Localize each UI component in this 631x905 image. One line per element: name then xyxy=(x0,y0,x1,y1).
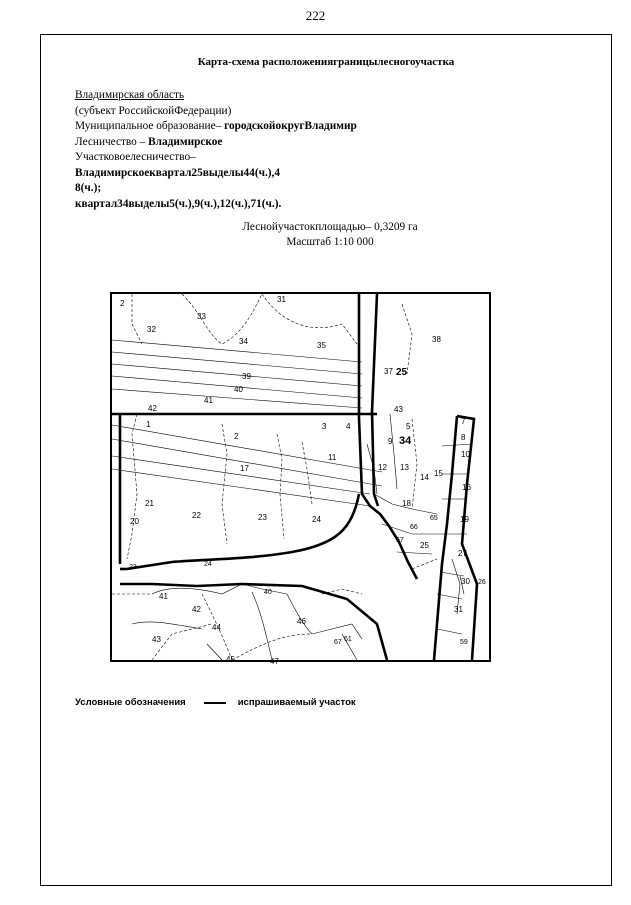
map-label: 27 xyxy=(458,549,467,558)
map-label: 40 xyxy=(234,385,243,394)
map-label: 24 xyxy=(312,515,321,524)
map-label: 41 xyxy=(159,592,168,601)
legend xyxy=(75,697,356,708)
detail-line-2: 8(ч.); xyxy=(75,182,102,194)
map-label: 35 xyxy=(317,341,326,350)
location-info xyxy=(75,88,357,212)
map-label: 20 xyxy=(130,517,139,526)
legend-title: Условные обозначения xyxy=(75,697,186,708)
municipal-line xyxy=(75,119,357,135)
region-line: Владимирская область xyxy=(75,89,185,101)
map-label: 9 xyxy=(388,437,393,446)
map-label: 11 xyxy=(328,453,337,462)
map-label: 21 xyxy=(145,499,154,508)
map-label: 47 xyxy=(270,657,279,666)
map-label: 32 xyxy=(147,325,156,334)
map-label: 7 xyxy=(461,417,466,426)
map-svg xyxy=(112,294,489,666)
map-label: 10 xyxy=(461,450,470,459)
map-label: 66 xyxy=(410,524,418,531)
map-label: 2 xyxy=(120,299,125,308)
map-label: 16 xyxy=(462,483,471,492)
map-label: 39 xyxy=(242,372,251,381)
map-label: 40 xyxy=(264,589,272,596)
map-label: 42 xyxy=(192,605,201,614)
map-label: 8 xyxy=(461,433,466,442)
map-label: 30 xyxy=(461,577,470,586)
map-label: 41 xyxy=(204,396,213,405)
map-thin-lines xyxy=(112,294,472,660)
map-label: 2 xyxy=(234,432,239,441)
map-label: 34 xyxy=(239,337,248,346)
map-label: 25 xyxy=(396,367,408,378)
map-label: 23 xyxy=(258,513,267,522)
map-label: 31 xyxy=(454,605,463,614)
document-title: Карта-схема расположенияграницылесногоучастка xyxy=(197,56,455,68)
forest-map xyxy=(110,292,491,666)
map-label: 67 xyxy=(334,639,342,646)
detail-line-3: квартал34выделы5(ч.),9(ч.),12(ч.),71(ч.). xyxy=(75,197,282,210)
map-label: 1 xyxy=(146,420,151,429)
map-label: 31 xyxy=(277,295,286,304)
map-label: 13 xyxy=(400,463,409,472)
map-label: 24 xyxy=(204,561,212,568)
map-label: 25 xyxy=(420,541,429,550)
map-label: 61 xyxy=(344,636,352,643)
map-label: 33 xyxy=(197,312,206,321)
forestry-line xyxy=(75,135,357,151)
area-text: Леснойучастокплощадью– 0,3209 га xyxy=(242,221,418,233)
legend-line-icon xyxy=(204,702,226,704)
subject-line: (субъект РоссийскойФедерации) xyxy=(75,104,232,117)
map-label: 14 xyxy=(420,473,429,482)
map-label: 23 xyxy=(129,564,137,571)
district-line: Участковоелесничество– xyxy=(75,151,196,163)
map-label: 46 xyxy=(297,617,306,626)
municipal-prefix: Муниципальное образование– xyxy=(75,120,225,132)
forestry-prefix: Лесничество – xyxy=(75,135,149,148)
map-label: 45 xyxy=(226,655,235,664)
map-label: 42 xyxy=(148,404,157,413)
map-label: 17 xyxy=(240,464,249,473)
map-label: 18 xyxy=(402,499,411,508)
area-block xyxy=(220,220,440,250)
map-label: 15 xyxy=(434,469,443,478)
legend-item: испрашиваемый участок xyxy=(237,697,356,708)
page-number: 222 xyxy=(305,8,326,23)
map-label: 3 xyxy=(322,422,327,431)
map-label: 38 xyxy=(432,335,441,344)
map-label: 43 xyxy=(152,635,161,644)
forestry-value: Владимирское xyxy=(148,135,223,148)
map-label: 65 xyxy=(430,515,438,522)
scale-text: Масштаб 1:10 000 xyxy=(286,236,374,248)
map-label: 19 xyxy=(460,515,469,524)
map-label: 59 xyxy=(460,639,468,646)
map-label: 22 xyxy=(192,511,201,520)
detail-line-1: Владимирскоеквартал25выделы44(ч.),4 xyxy=(75,166,281,179)
map-label: 57 xyxy=(396,537,404,544)
map-label: 5 xyxy=(406,422,411,431)
map-labels xyxy=(120,295,486,666)
municipal-value: городскойокругВладимир xyxy=(224,120,357,132)
map-label: 26 xyxy=(478,579,486,586)
map-label: 44 xyxy=(212,623,221,632)
map-label: 34 xyxy=(399,435,412,447)
map-label: 12 xyxy=(378,463,387,472)
map-label: 4 xyxy=(346,422,351,431)
map-label: 37 xyxy=(384,367,393,376)
map-label: 43 xyxy=(394,405,403,414)
